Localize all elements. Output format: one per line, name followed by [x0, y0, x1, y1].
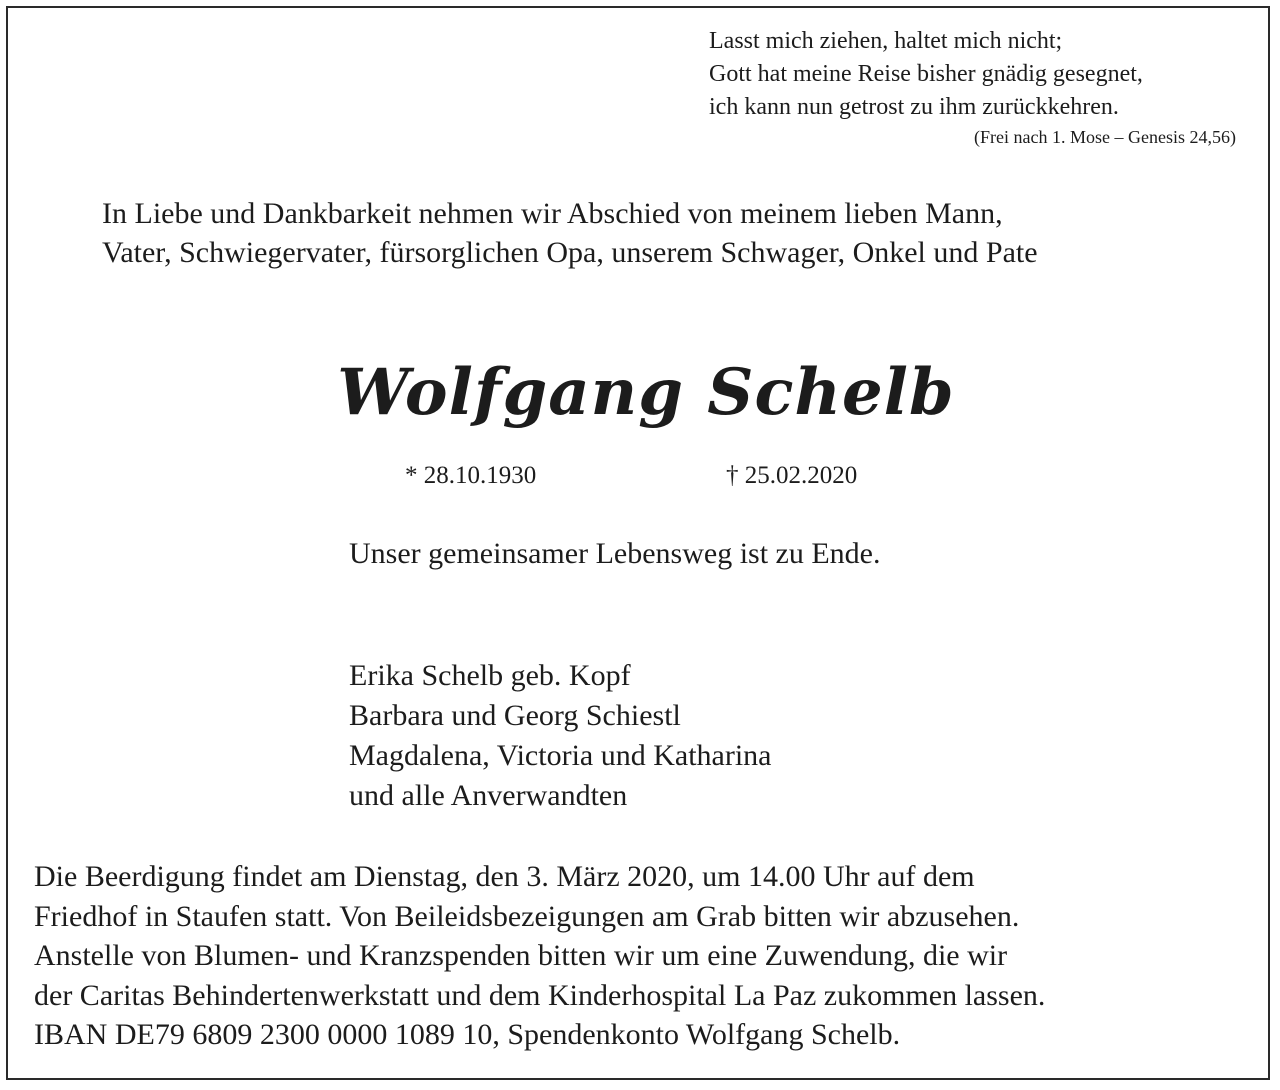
- mourner-entry: Barbara und Georg Schiestl: [349, 699, 681, 732]
- closing-line: Unser gemeinsamer Lebensweg ist zu Ende.: [349, 537, 881, 570]
- intro-text: [102, 194, 1252, 272]
- bible-verse: [709, 25, 1249, 124]
- mourner-entry: Erika Schelb geb. Kopf: [349, 659, 631, 692]
- funeral-line: Anstelle von Blumen- und Kranzspenden bitten wir um eine Zuwendung, die wir: [34, 939, 1008, 972]
- funeral-line: Friedhof in Staufen statt. Von Beileidsbezeigungen am Grab bitten wir abzusehen.: [34, 899, 1020, 933]
- intro-line: Vater, Schwiegervater, fürsorglichen Opa, unserem Schwager, Onkel und Pate: [102, 236, 1038, 269]
- funeral-line: IBAN DE79 6809 2300 0000 1089 10, Spendenkonto Wolfgang Schelb.: [34, 1018, 901, 1051]
- verse-reference: (Frei nach 1. Mose – Genesis 24,56): [974, 127, 1236, 147]
- funeral-information: [34, 857, 1254, 1055]
- funeral-line: der Caritas Behindertenwerkstatt und dem Kinderhospital La Paz zukommen lassen.: [34, 978, 1046, 1012]
- intro-line: In Liebe und Dankbarkeit nehmen wir Abschied von meinem lieben Mann,: [102, 197, 1003, 230]
- funeral-line: Die Beerdigung findet am Dienstag, den 3. März 2020, um 14.00 Uhr auf dem: [34, 860, 975, 893]
- verse-line: Gott hat meine Reise bisher gnädig gesegnet,: [709, 61, 1143, 87]
- mourners-list: [349, 656, 772, 816]
- mourner-entry: Magdalena, Victoria und Katharina: [349, 739, 772, 772]
- mourner-entry: und alle Anverwandten: [349, 779, 628, 812]
- death-date: † 25.02.2020: [726, 462, 858, 489]
- verse-line: Lasst mich ziehen, haltet mich nicht;: [709, 28, 1063, 54]
- birth-date: * 28.10.1930: [405, 462, 537, 489]
- verse-line: ich kann nun getrost zu ihm zurückkehren.: [709, 94, 1119, 120]
- deceased-name: Wolfgang Schelb: [337, 355, 955, 430]
